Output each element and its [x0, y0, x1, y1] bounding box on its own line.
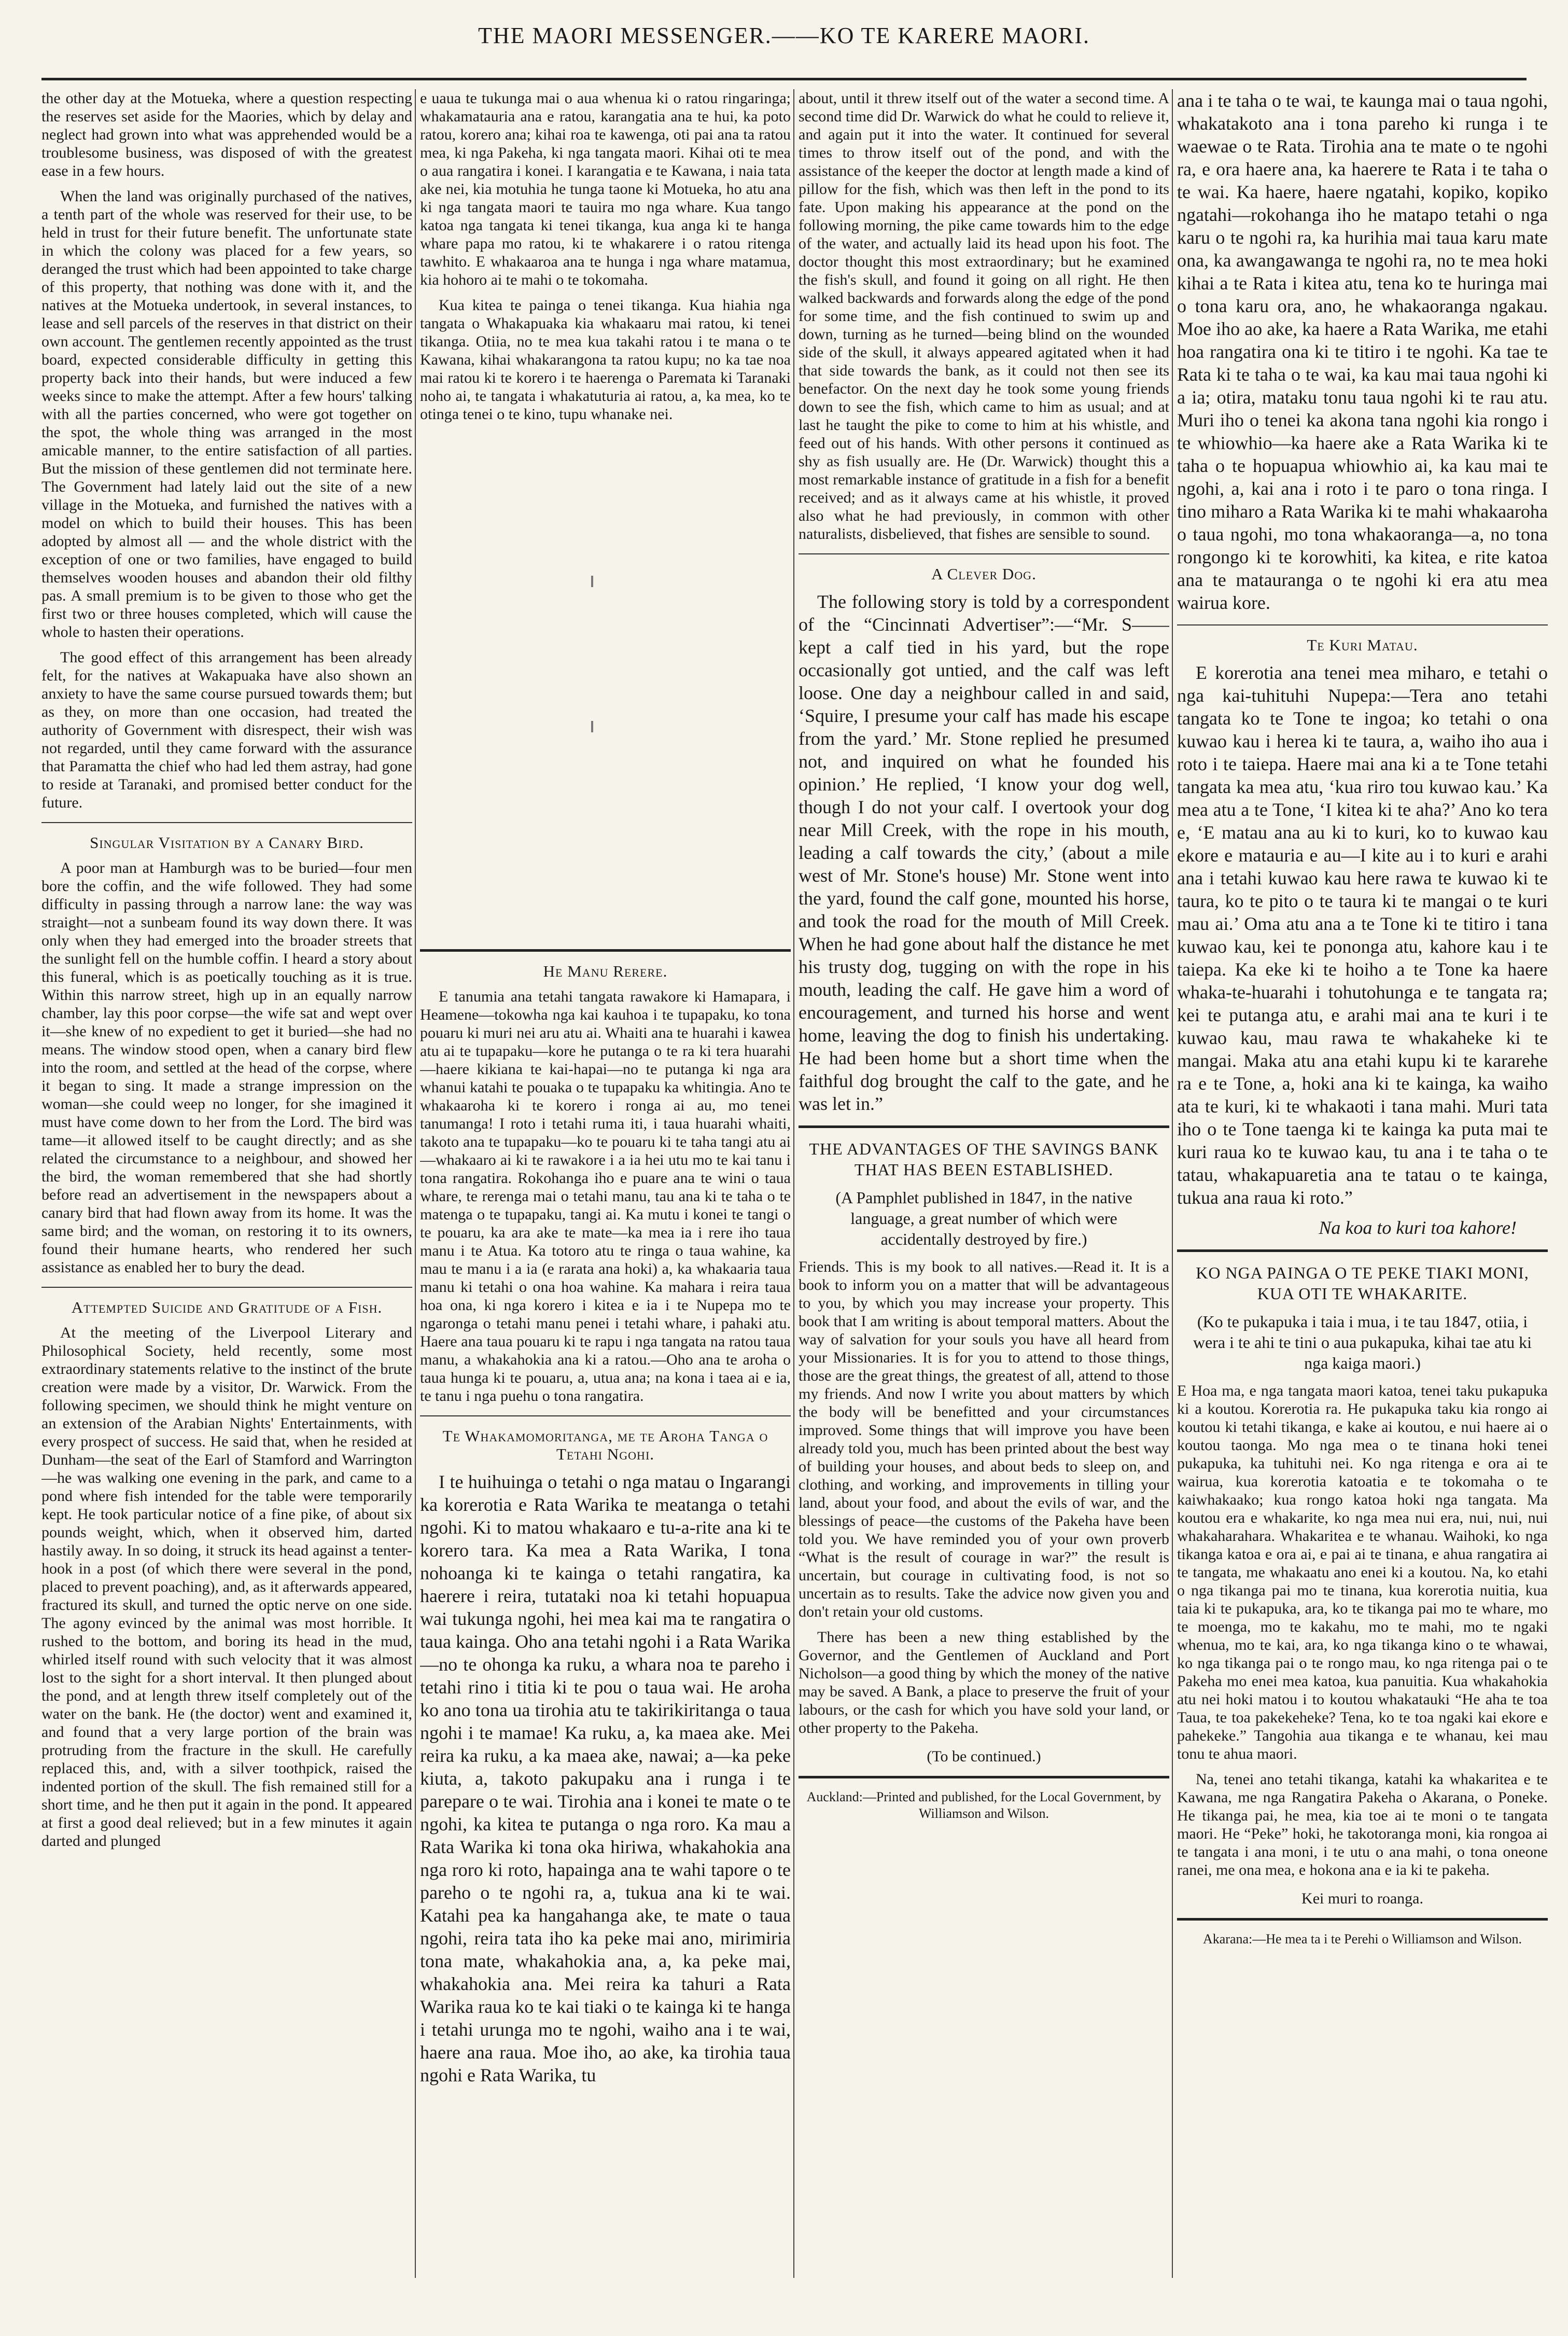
dog-article: The following story is told by a correspondent of the “Cincinnati Advertiser”:—“Mr. S—— kept a calf tied in his yard, but the rope occasionally got untied, and the calf was left loose. One day a neighbour called in and said, ‘Squire, I presume your calf has made his escape from the yard.’ Mr. Stone replied he presumed not, and inquired on what he founded his opinion.’ He replied, ‘I know your dog well, though I do not your calf. I overtook your dog near Mill Creek, with the rope in his mouth, leading a calf towards the city,’ (about a mile west of Mr. Stone's house) Mr. Stone went into the yard, found the calf gone, mounted his horse, and took the road for the mouth of Mill Creek. When he had gone about half the distance he met his trusty dog, tugging on with the rope in his mouth, leading the calf. He gave him a word of encouragement, and turned his horse and went home, leaving the dog to finish his undertaking. He had been home but a short time when the faithful dog brought the calf to the gate, and he was let in.”: [799, 591, 1169, 1114]
column-3: [799, 89, 1169, 2325]
savings-note: (A Pamphlet published in 1847, in the native language, a great number of which were accidentally destroyed by fire.): [835, 1188, 1132, 1248]
canary-article: A poor man at Hamburgh was to be buried—four men bore the coffin, and the wife followed. They had some difficulty in passing through a narrow lane: the way was straight—not a sunbeam found its way down there. It was only when they had emerged into the broader streets that the sunlight fell on the humble coffin. I heard a story about this funeral, which is as poetically touching as it is true. Within this narrow street, high up in an equally narrow chamber, lay this poor corpse—the wife sat and wept over it—she knew of no expedient to get it buried—she had no means. The window stood open, when a canary bird flew into the room, and settled at the head of the corpse, where it began to sing. It made a strange impression on the woman—she could weep no longer, for she imagined it must have come down to her from the Lord. The bird was tame—it allowed itself to be caught directly; and as she related the circumstance to a neighbour, and showed her the bird, the woman remembered that she had shortly before read an advertisement in the newspapers about a canary bird that had flown away from its home. It was the same bird; and the woman, on restoring it to its owners, found their humane hearts, who rendered her such assistance as enabled her to bury the dead.: [41, 859, 412, 1276]
column-rule-1: [415, 89, 416, 2278]
motueka-paragraph-1: the other day at the Motueka, where a question respecting the reserves set aside for the Maories, which by delay and neglect had grown into what was apprehended would be a troublesome business, was disposed of with the greatest ease in a few hours.: [41, 90, 412, 179]
divider: [1177, 1249, 1548, 1252]
canary-heading: Singular Visitation by a Canary Bird.: [90, 833, 364, 852]
divider: [799, 553, 1169, 554]
savings-heading: THE ADVANTAGES OF THE SAVINGS BANK THAT HAS BEEN ESTABLISHED.: [809, 1139, 1159, 1179]
fish-heading: Attempted Suicide and Gratitude of a Fish.: [71, 1298, 383, 1316]
painga-article: E Hoa ma, e nga tangata maori katoa, tenei taku pukapuka ki a koutou. Korerotia ra. He pukapuka taku kia rongo ai koutou ki tetahi tikanga, e kake ai koutou, e nui haere ai o koutou taonga. Mo nga mea o te tinana hoki tenei pukapuka, ka tuhituhi nei. Ko nga ritenga e ora ai te wairua, kua korerotia katoatia e te tokomaha o te kaiwhakaako; kua rongo katoa hoki nga tangata. Ma koutou era e whakarite, ko nga mea nui era, nui, nui, nui whakaharahara. Whakaritea e te whanau. Waihoki, ko nga tikanga katoa e ora ai, e pai ai te tinana, e ahua rangatira ai te tangata, me whakaatu ano enei ki a koutou. Na, ko etahi o nga tikanga pai mo te tinana, kua korerotia nuitia, kua taia ki te pukapuka, ara, ko te tikanga pai mo te whare, mo te moenga, mo te kakahu, mo te mahi, mo te ngaki whenua, mo te kai, ara, ko nga tikanga kino o te whawai, ko nga tikanga pai o te rongo mau, ko nga ritenga pai o te Pakeha mo enei mea katoa, kua panuitia. Kua whakahokia atu nei hoki matou i to koutou whakatauki “He aha te toa Taua, te toa pakekeheke? Tena, ko te toa ngaki kai ekore e pahekeke.” Tangohia aua tikanga e te whanau, kei mau tonu te ahua maori.: [1177, 1382, 1548, 1762]
kuri-heading: Te Kuri Matau.: [1307, 636, 1418, 654]
kuri-closing: Na koa to kuri toa kahore!: [1319, 1217, 1517, 1238]
kuri-article: E korerotia ana tenei mea miharo, e tetahi o nga kai-tuhituhi Nupepa:—Tera ano tetahi tangata ko te Tone te ingoa; ko tetahi o ona kuwao kau i herea ki te taura, a, waiho iho aua i roto i te taiepa. Haere mai ana ki a te Tone tetahi tangata ka mea atu, ‘kua riro tou kuwao kau.’ Ka mea atu a te Tone, ‘I kitea ki te aha?’ Ano ko tera e, ‘E matau ana au ki to kuri, ko to kuwao kau ekore e matauria e au—I kite au i to kuri e arahi ana i tetahi kuwao kau here rawa te kuwao ki te taura, ko te pito o te taura ki te mangai o te kuri mau ai.’ Oma atu ana a te Tone ki te titiro i tana kuwao kau, kei te pononga atu, kahore kau i te taiepa. Ka eke ki te hoiho a te Tone ka haere whaka-te-huarahi i tohutohunga e te tangata ra; kei te putanga atu, e arahi mai ana te kuri i te kuwao kau, mau rawa te whakaheke ki te mangai. Maka atu ana etahi kupu ki te kararehe ra e te Tone, a, hoki ana ki te kainga, ka waiho ata te kuri, ki te whakaoti i tana mahi. Muri tata iho o te Tone taenga ki te kainga ka puta mai te kuri raua ko te kuwao kau, tu ana i te taha o te tatau, whakapuaretia ana te tatau o te kainga, tukua ana raua ki roto.”: [1177, 662, 1548, 1208]
painga-continued: Kei muri to roanga.: [1301, 1890, 1423, 1907]
divider: [1177, 1918, 1548, 1921]
divider: [799, 1776, 1169, 1778]
to-be-continued: (To be continued.): [927, 1748, 1041, 1765]
ngohi-heading: Te Whakamomoritanga, me te Aroha Tanga o Tetahi Ngohi.: [442, 1427, 768, 1463]
masthead-rule: [41, 78, 1527, 80]
bird-heading: He Manu Rerere.: [543, 962, 668, 980]
column-1: [41, 89, 412, 2325]
fish-article-continued: about, until it threw itself out of the water a second time. A second time did Dr. Warwick do what he could to relieve it, and again put it into the water. It continued for several times to throw itself out of the pond, and with the assistance of the keeper the doctor at length made a kind of pillow for the fish, which was then left in the pond to its fate. Upon making his appearance at the pond on the following morning, the pike came towards him to the edge of the water, and actually laid its head upon his foot. The doctor thought this most extraordinary; but he examined the fish's skull, and found it going on all right. He then walked backwards and forwards along the edge of the pond for some time, and the fish continued to swim up and down, turning as he turned—being blind on the wounded side of the skull, it always appeared agitated when it had that side towards the bank, as it could not then see its benefactor. On the next day he took some young friends down to see the fish, which came to him as usual; and at last he taught the pike to come to him at his whistle, and feed out of his hands. With other persons it continued as shy as fish usually are. He (Dr. Warwick) thought this a most remarkable instance of gratitude in a fish for a benefit received; and as it always came at his whistle, it proved also what he had previously, in common with other naturalists, disbelieved, that fishes are sensible to sound.: [799, 90, 1169, 543]
savings-article: Friends. This is my book to all natives.—Read it. It is a book to inform you on a matter that will be advantageous to you, by which you may increase your property. This book that I am writing is about temporal matters. About the way of salvation for your souls you have all heard from your Missionaries. It is for you to attend to those things, those are the great things, the greatest of all, attend to those my friends. And now I write you about matters by which the body will be benefitted and your circumstances improved. Some things that will improve you have been already told you, much has been printed about the best way of building your houses, and about beds to sleep on, and clothing, and working, and improvements in tilling your land, about your food, and about the evils of war, and the blessings of peace—the customs of the Pakeha have been told you. We have reminded you of your own proverb “What is the result of courage in war?” the result is uncertain, but courage in cultivating food, is not so uncertain as to results. Take the advice now given you and don't retain your old customs.: [799, 1258, 1169, 1620]
divider: [420, 1415, 791, 1416]
motueka-maori-paragraph-2: Kua kitea te painga o tenei tikanga. Kua hiahia nga tangata o Whakapuaka kia whakaaru mai ratou, ki tenei tikanga. Otiia, no te mea kua takahi ratou i te mana o te Kawana, kihai whakarangona ta ratou kupu; no ka tae noa mai ratou ki te korero i te haerenga o Paremata ki Taranaki noho ai, te tangata i whakatuturia ai ratou, a, ka mea, ko te otinga tenei o te kino, tupu whanake nei.: [420, 297, 791, 423]
ngohi-article: I te huihuinga o tetahi o nga matau o Ingarangi ka korerotia e Rata Warika te meatanga o tetahi ngohi. Ki to matou whakaaro e tu-a-rite ana ki te korero tara. Ka mea a Rata Warika, I tona nohoanga ki te kainga o tetahi rangatira, ka haerere i reira, tutataki noa ki tetahi hopuapua wai tukunga ngohi, hei mea kai ma te rangatira o taua kainga. Oho ana tetahi ngohi i a Rata Warika—no te ohonga ka ruku, a whara noa te pareho i tetahi rino i titia ki te pou o taua wai. He aroha ko ano tona ua tirohia atu te takirikiritanga o taua ngohi i te mamae! Ka ruku, a, ka maea ake. Mei reira ka ruku, a ka maea ake, nawai; a—ka peke kiuta, a, takoto pakupaku ana i runga i te parepare o te wai. Tirohia ana i konei te mate o te ngohi, ka kitea te putanga o nga roro. Ka mau a Rata Warika ki tona oka hiriwa, whakahokia ana nga roro ki roto, hapainga ana te wahi tapore o te pareho o te ngohi ra, a, tukua ana ki te wai. Katahi pea ka hangahanga ake, te mate o taua ngohi, reira tata iho ka peke mai ano, mirimiria tona mate, whakahokia ana, a, ka peke mai, whakahokia ana. Mei reira ka tahuri a Rata Warika raua ko te kai tiaki o te kainga ki te hanga i tetahi urunga mo te ngohi, waiho ana i te wai, haere ana raua. Moe iho, ao ake, ka tirohia taua ngohi e Rata Warika, tu: [420, 1471, 791, 2085]
ngohi-continued: ana i te taha o te wai, te kaunga mai o taua ngohi, whakatakoto ana i tona pareho ki runga i te waewae o te Rata. Tirohia ana te mate o te ngohi ra, e ora haere ana, ka haerere te Rata i te taha o te wai. Ka haere, haere ngatahi, kopiko, kopiko ngatahi—rokohanga iho he matapo tetahi o nga karu o te ngohi ra, ka hurihia mai taua karu mate ona, ka awangawanga te ngohi ra, no te mea hoki kihai a te Rata i kitea atu, tena ko te huringa mai o tona karu ora, ano, he whakaoranga ngakau. Moe iho ao ake, ka haere a Rata Warika, me etahi hoa rangatira ona ki te titiro i te ngohi. Ka tae te Rata ki te taha o te wai, ka kau mai taua ngohi ki a ia; otira, mataku tonu taua ngohi ki te rau atu. Muri iho o tenei ka akona tana ngohi kia rongo i te whiowhio—ka haere ake a Rata Warika ki te taha o te hopuapua whiowhio ai, ka kau mai te ngohi, a, kai ana i roto i te paro o tona ringa. I tino miharo a Rata Warika ki te mahi whakaaroha o taua ngohi, mo tona whakaoranga—a, no tona rongongo ki te korowhiti, ka kitea, e rite katoa ana te matauranga o te ngohi ki era atu mea wairua kore.: [1177, 90, 1548, 613]
dog-heading: A Clever Dog.: [931, 565, 1037, 583]
motueka-paragraph-2: When the land was originally purchased of the natives, a tenth part of the whole was reserved for their use, to be held in trust for their future benefit. The unfortunate state in which the colony was placed for a few years, so deranged the trust which had been appointed to take charge of this property, that nothing was done with it, and the natives at the Motueka undertook, in several instances, to lease and sell parcels of the reserves in that district on their own account. The gentlemen recently appointed as the trust board, expected considerable difficulty in getting this property back into their hands, but were induced a few weeks since to make the attempt. After a few hours' talking with all the parties concerned, who were got together on the spot, the whole thing was arranged in the most amicable manner, to the entire satisfaction of all parties. But the mission of these gentlemen did not terminate here. The Government had lately laid out the site of a new village in the Motueka, and furnished the natives with a model on which to build their houses. This has been adopted by almost all — and the whole district with the exception of one or two families, have engaged to build themselves wooden houses and abandon their old filthy pas. A small premium is to be given to those who get the first two or three houses completed, which will cause the whole to hasten their operations.: [41, 188, 412, 641]
column-2: [420, 89, 791, 2325]
divider: [799, 1125, 1169, 1128]
print-speck: [591, 721, 593, 732]
savings-article-2: There has been a new thing established by the Governor, and the Gentlemen of Auckland and Port Nicholson—a good thing by which the money of the native may be saved. A Bank, a place to preserve the fruit of your labours, or the cash for which you have sold your land, or other property to the Pakeha.: [799, 1629, 1169, 1736]
column-rule-2: [793, 89, 794, 2278]
motueka-maori-paragraph-1: e uaua te tukunga mai o aua whenua ki o ratou ringaringa; whakamatauria ana e ratou, karangatia ana te hui, ka poto ratou, korero ana; kihai roa te kawenga, oti pai ana ta ratou mea, ki nga Pakeha, ki nga tangata maori. Kihai oti te mea o aua rangatira i konei. I karangatia e te Kawana, i naia tata ake nei, kia motuhia he tunga taone ki Motueka, ho atu ana ki nga tangata maori te tauira mo nga whare. Kua tango katoa nga tangata ki tenei tikanga, kua anga ki te hanga whare papa mo ratou, ki te whakarere i o ratou ritenga tawhito. E whakaaroa ana te hunga i nga whare matamua, kia hohoro ai te mahi o te tokomaha.: [420, 90, 791, 288]
divider: [41, 822, 412, 823]
column-rule-3: [1172, 89, 1173, 2278]
column-4: [1177, 89, 1548, 2325]
divider: [420, 949, 791, 952]
divider: [1177, 624, 1548, 625]
print-speck: [591, 576, 593, 587]
motueka-paragraph-3: The good effect of this arrangement has been already felt, for the natives at Wakapuaka have also shown an anxiety to have the same course pursued towards them; but as they, on more than one occasion, had treated the authority of Government with disrespect, their wish was not regarded, until they came forward with the assurance that Paramatta the chief who had led them astray, had gone to reside at Taranaki, and promised better conduct for the future.: [41, 649, 412, 811]
painga-heading: KO NGA PAINGA O TE PEKE TIAKI MONI, KUA OTI TE WHAKARITE.: [1196, 1263, 1529, 1303]
imprint-maori: Akarana:—He mea ta i te Perehi o Williamson and Wilson.: [1202, 1931, 1522, 1946]
painga-note: (Ko te pukapuka i taia i mua, i te tau 1847, otiia, i wera i te ahi te tini o aua pukapuka, kihai tae atu ki nga kaiga maori.): [1193, 1312, 1532, 1372]
imprint-english: Auckland:—Printed and published, for the Local Government, by Williamson and Wilson.: [806, 1789, 1161, 1821]
masthead: THE MAORI MESSENGER.——KO TE KARERE MAORI.: [478, 23, 1090, 48]
painga-article-2: Na, tenei ano tetahi tikanga, katahi ka whakaritea e te Kawana, me nga Rangatira Pakeha o Akarana, o Poneke. He tikanga pai, he mea, kia toe ai te moni o te tangata maori. He “Peke” hoki, he takotoranga moni, kia rongoa ai te tangata i ana moni, i te utu o ana mahi, o tona oneone ranei, me ona mea, e hokona ana e ia ki te pakeha.: [1177, 1771, 1548, 1879]
blank-area: [420, 430, 791, 939]
bird-article: E tanumia ana tetahi tangata rawakore ki Hamapara, i Heamene—tokowha nga kai kauhoa i te tupapaku, ko tona pouaru ki muri nei aru atu ai. Whaiti ana te huarahi i kawea atu ai te tupapaku—kore he putanga o te ra ki tera huarahi—haere kikiana te kai-hapai—no te putanga ki nga ara whanui katahi te pouaka o te tupapaku ka whitingia. Ano te whakaaroha ki te korero i ronga ai au, mo tenei tanumanga! I roto i tetahi ruma iti, i taua huarahi whaiti, takoto ana te tupapaku—ko te pouaru ki te taha tangi atu ai—whakaaro ai ki te rawakore i a ia hei utu mo te kai tanu i tona rangatira. Rokohanga iho e puare ana te wini o taua whare, te rerenga mai o tetahi manu, tau ana ki te taha o te matenga o te tupapaku, tangi ai. Ka mutu i konei te tangi o te pouaru, ka ara ake te mate—ka mea ia i rere iho taua manu i te Atua. Ka totoro atu te ringa o taua wahine, ka mau te manu i a ia (e rarata ana hoki) a, ka whakaaria taua manu ki tetahi o ona hoa wahine. Ka mahara i reira taua hoa ona, ki nga korero i kitea e ia i te Nupepa mo te ngaronga o tetahi manu penei i tetahi whare, i pahaki atu. Haere ana taua pouaru ki te rapu i nga tangata na ratou taua manu, a whakahokia ana ki a ratou.—Oho ana te aroha o taua hunga ki te pouaru, a, utua ana; na kona i taea ai e ia, te tanu i nga puehu o tona rangatira.: [420, 988, 791, 1405]
fish-article: At the meeting of the Liverpool Literary and Philosophical Society, held recently, some most extraordinary statements relative to the instinct of the brute creation were made by a visitor, Dr. Warwick. From the following specimen, we should think he might venture on an extension of the Arabian Nights' Entertainments, with every prospect of success. He said that, when he resided at Dunham—the seat of the Earl of Stamford and Warrington—he was walking one evening in the park, and came to a pond where fish intended for the table were temporarily kept. He took particular notice of a fine pike, of about six pounds weight, which, when it observed him, darted hastily away. In so doing, it struck its head against a tenter-hook in a post (of which there were several in the pond, placed to prevent poaching), and, as it afterwards appeared, fractured its skull, and turned the optic nerve on one side. The agony evinced by the animal was most horrible. It rushed to the bottom, and boring its head in the mud, whirled itself round with such velocity that it was almost lost to the sight for a short interval. It then plunged about the pond, and at length threw itself completely out of the water on the bank. He (the doctor) went and examined it, and found that a very large portion of the brain was protruding from the fracture in the skull. He carefully replaced this, and, with a silver toothpick, raised the indented portion of the skull. The fish remained still for a short time, and he then put it again in the pond. It appeared at first a good deal relieved; but in a few minutes it again darted and plunged: [41, 1324, 412, 1850]
divider: [41, 1287, 412, 1288]
